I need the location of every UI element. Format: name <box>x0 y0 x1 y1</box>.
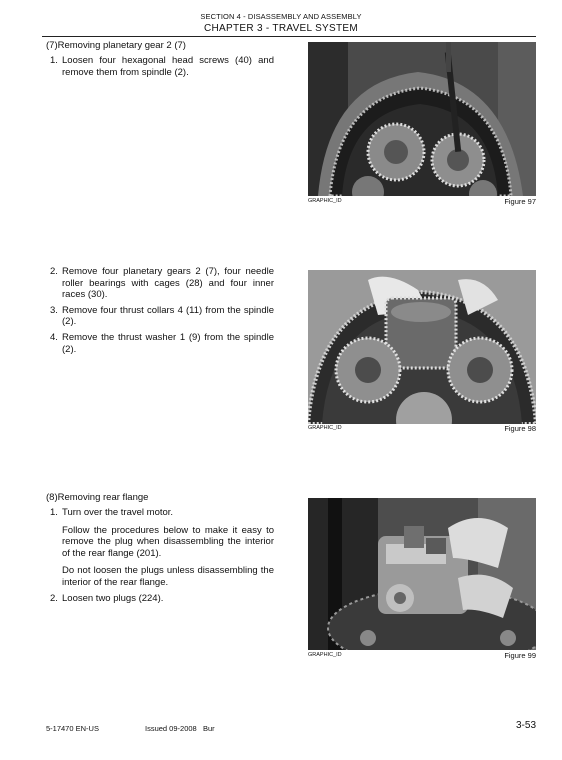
subsection-heading-planetary-gear: (7)Removing planetary gear 2 (7) <box>46 40 186 51</box>
language-code: Bur <box>203 724 215 733</box>
step-number: 1. <box>50 55 58 66</box>
step-item <box>46 266 274 301</box>
graphic-id: GRAPHIC_ID <box>308 198 342 204</box>
step-number: 3. <box>50 304 58 316</box>
step-item <box>46 55 274 78</box>
graphic-id: GRAPHIC_ID <box>308 652 342 658</box>
step-text: Remove the thrust washer 1 (9) from the spindle (2). <box>62 331 274 355</box>
step-text: Remove four thrust collars 4 (11) from the spindle (2). <box>62 304 274 328</box>
figure-97-caption <box>308 197 536 207</box>
step-item <box>46 507 274 589</box>
step-text: Remove four planetary gears 2 (7), four needle roller bearings with cages (28) and four inner races (30). <box>62 266 274 301</box>
figure-number: Figure 98 <box>504 424 536 433</box>
figure-99-photo <box>308 498 536 650</box>
step-number: 1. <box>50 507 58 518</box>
subsection-heading-rear-flange: (8)Removing rear flange <box>46 492 149 503</box>
graphic-id: GRAPHIC_ID <box>308 425 342 431</box>
step-text: Loosen four hexagonal head screws (40) and remove them from spindle (2). <box>62 55 274 78</box>
header-divider <box>42 36 536 37</box>
step-item <box>46 332 274 355</box>
step-list-2 <box>46 266 274 359</box>
document-number: 5-17470 EN-US <box>46 724 99 733</box>
step-note: Do not loosen the plugs unless disassembling the interior of the rear flange. <box>62 565 274 588</box>
figure-number: Figure 99 <box>504 651 536 660</box>
step-list-1 <box>46 55 274 82</box>
step-item <box>46 305 274 328</box>
step-note: Follow the procedures below to make it easy to remove the plug when disassembling the interior of the rear flange (201). <box>62 524 274 559</box>
page-number: 3-53 <box>515 720 536 731</box>
figure-98-photo <box>308 270 536 424</box>
step-number: 4. <box>50 331 58 343</box>
step-list-3 <box>46 507 274 608</box>
step-number: 2. <box>50 592 58 604</box>
figure-97-photo <box>308 42 536 196</box>
chapter-title: CHAPTER 3 - TRAVEL SYSTEM <box>203 23 358 34</box>
step-text: Turn over the travel motor. <box>62 507 174 518</box>
step-text: Loosen two plugs (224). <box>62 592 164 604</box>
step-number: 2. <box>50 266 58 277</box>
issue-date: Issued 09-2008 <box>145 724 197 733</box>
step-item <box>46 593 274 605</box>
figure-99-caption <box>308 651 536 661</box>
section-title: SECTION 4 - DISASSEMBLY AND ASSEMBLY <box>200 12 362 21</box>
figure-98-caption <box>308 424 536 434</box>
figure-number: Figure 97 <box>504 197 536 206</box>
